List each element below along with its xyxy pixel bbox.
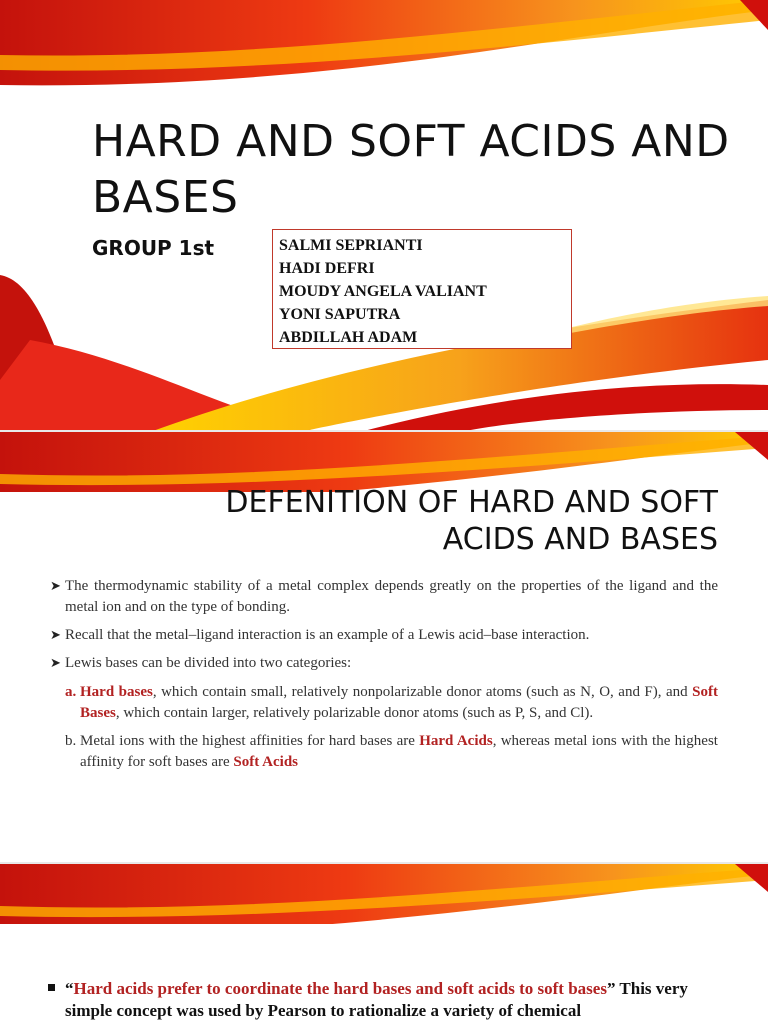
member-name: HADI DEFRI	[279, 260, 375, 277]
sub-item-b	[65, 731, 718, 773]
quote-mark: “	[65, 979, 74, 998]
bullet-item	[50, 625, 718, 646]
member-name: SALMI SEPRIANTI	[279, 237, 423, 254]
sub-marker: b.	[65, 733, 77, 749]
member-list	[272, 229, 572, 349]
arrow-bullet-icon: ➤	[50, 656, 61, 671]
bullet-item	[50, 653, 718, 773]
definition-slide	[0, 432, 768, 864]
highlight-term: Soft Bases	[80, 684, 719, 721]
square-bullet-icon	[48, 984, 55, 991]
sub-text: , whereas metal ions with the highest affinity for soft bases are	[80, 733, 718, 770]
wave-decoration-top	[0, 864, 768, 924]
bullet-item	[48, 978, 728, 1022]
sub-text: , which contain small, relatively nonpolarizable donor atoms (such as N, O, and F), and	[152, 684, 693, 700]
member-name: YONI SAPUTRA	[279, 306, 401, 323]
sub-list	[65, 682, 718, 773]
sub-text: , which contain larger, relatively polarizable donor atoms (such as P, S, and Cl).	[115, 705, 594, 721]
highlight-term: Hard bases	[80, 684, 153, 700]
highlight-term: Hard Acids	[419, 733, 493, 749]
group-subtitle: GROUP 1st	[92, 236, 215, 260]
bullet-list	[50, 576, 718, 780]
arrow-bullet-icon: ➤	[50, 628, 61, 643]
bullet-text: The thermodynamic stability of a metal complex depends greatly on the properties of the ligand and the metal ion and on the type of bonding.	[65, 578, 718, 615]
bullet-text: Recall that the metal–ligand interaction is an example of a Lewis acid–base interaction.	[65, 627, 590, 643]
sub-marker: a.	[65, 684, 77, 700]
slide-title: DEFENITION OF HARD AND SOFT ACIDS AND BASES	[225, 485, 718, 557]
member-name: ABDILLAH ADAM	[279, 329, 418, 346]
bullet-text: Lewis bases can be divided into two categories:	[65, 655, 352, 671]
sub-text: Metal ions with the highest affinities for hard bases are	[80, 733, 420, 749]
member-name: MOUDY ANGELA VALIANT	[279, 283, 487, 300]
sub-item-a	[65, 682, 718, 724]
bullet-item	[50, 576, 718, 618]
bullet-text: ” This very simple concept was used by Pearson to rationalize a variety of chemical	[65, 979, 688, 1020]
slide-title: HARD AND SOFT ACIDS AND BASES	[92, 116, 730, 223]
highlight-term: Soft Acids	[233, 754, 299, 770]
title-slide	[0, 0, 768, 432]
wave-decoration-top	[0, 432, 768, 492]
highlight-quote: Hard acids prefer to coordinate the hard bases and soft acids to soft bases	[73, 979, 607, 998]
concept-slide	[0, 864, 768, 1024]
arrow-bullet-icon: ➤	[50, 579, 61, 594]
